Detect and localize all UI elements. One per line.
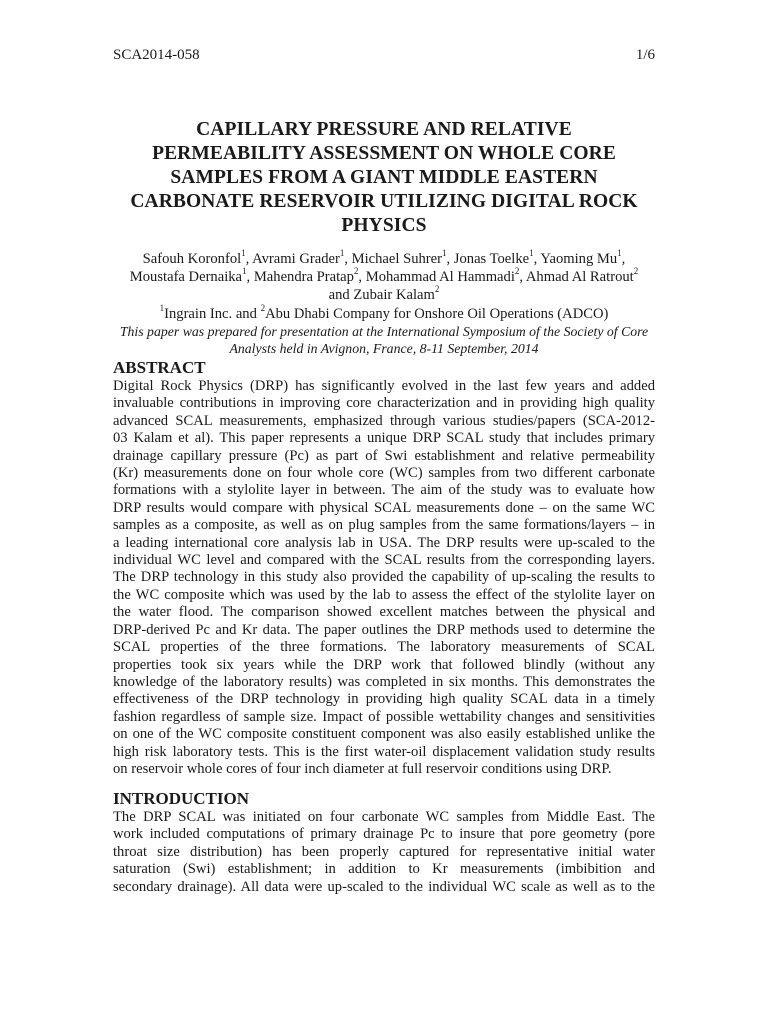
note-line: This paper was prepared for presentation at the International Symposium of the Society of Core <box>119 324 649 339</box>
text-line: knowledge of the laboratory results) was completed in six months. This demonstrates the <box>113 673 655 690</box>
document-id: SCA2014-058 <box>113 47 200 63</box>
author-affil-mark: 1 <box>442 248 447 259</box>
affil-mark: 1 <box>159 303 165 314</box>
author-name: Ahmad Al Ratrout <box>525 269 634 285</box>
text-line: 03 Kalam et al). This paper represents a unique DRP SCAL study that includes primary <box>113 430 655 447</box>
title-line: CAPILLARY PRESSURE AND RELATIVE <box>196 119 572 140</box>
author-affil-mark: 2 <box>353 266 359 277</box>
text-line: (Kr) measurements done on four whole core (WC) samples from two different carbonate <box>113 465 655 482</box>
introduction-heading: INTRODUCTION <box>113 789 250 808</box>
author-name: Jonas Toelke <box>453 251 530 267</box>
author-name: Moustafa Dernaika <box>129 269 243 285</box>
text-line: throat size distribution) has been properly captured for representative initial water <box>113 843 655 860</box>
page-number: 1/6 <box>635 47 655 63</box>
text-line: secondary drainage). All data were up-scaled to the individual WC scale as well as to the <box>113 878 655 895</box>
author-affil-mark: 2 <box>434 284 440 295</box>
author-affil-mark: 2 <box>514 266 520 277</box>
author-list <box>108 250 660 304</box>
text-line: the WC composite which was used by the lab to assess the effect of the stylolite layer on <box>113 586 655 603</box>
text-line: individual WC level and compared with the SCAL results from the corresponding layers. <box>113 552 655 569</box>
author-name: Michael Suhrer <box>351 251 442 267</box>
title-line: PHYSICS <box>341 215 427 236</box>
text-line: DRP-derived Pc and Kr data. The paper outlines the DRP methods used to determine the <box>113 621 655 638</box>
text-line: DRP results would compare with physical SCAL measurements done – on the same WC <box>113 499 655 516</box>
author-conjunction: and <box>328 287 350 303</box>
title-line: CARBONATE RESERVOIR UTILIZING DIGITAL ROCK <box>130 191 638 212</box>
text-line: advanced SCAL measurements, emphasized through various studies/papers (SCA-2012- <box>113 412 655 429</box>
text-line: the water flood. The comparison showed excellent matches between the physical and <box>113 604 655 621</box>
page-header <box>113 46 655 64</box>
author-affil-mark: 1 <box>241 248 246 259</box>
text-line: on one of the WC composite constituent component was also easily established unlike the <box>113 726 655 743</box>
affil-mark: 2 <box>260 303 266 314</box>
presentation-note <box>108 323 660 357</box>
author-line: Moustafa Dernaika$^1$, Mahendra Pratap$^2$, Mohammad Al Hammadi$^2$, Ahmad Al Ratrout$^2$ <box>129 266 639 285</box>
title-line: SAMPLES FROM A GIANT MIDDLE EASTERN <box>170 167 598 188</box>
text-line: fashion regardless of sample size. Impact of possible wettability changes and sensitivities <box>113 708 655 725</box>
title-line: PERMEABILITY ASSESSMENT ON WHOLE CORE <box>152 143 616 164</box>
author-line <box>108 286 660 304</box>
author-name: Safouh Koronfol <box>142 251 242 267</box>
text-line: high risk laboratory tests. This is the first water-oil displacement validation study results <box>113 743 655 760</box>
author-name: Mohammad Al Hammadi <box>365 269 515 285</box>
abstract-heading: ABSTRACT <box>113 358 206 377</box>
text-line: drainage capillary pressure (Pc) as part of Swi establishment and relative permeability <box>113 447 655 464</box>
paper-title <box>100 118 668 238</box>
text-line: The DRP SCAL was initiated on four carbonate WC samples from Middle East. The <box>113 809 655 825</box>
text-line: saturation (Swi) establishment; in addition to Kr measurements (imbibition and <box>113 861 655 878</box>
author-name: Zubair Kalam <box>353 287 435 303</box>
author-line: Safouh Koronfol$^1$, Avrami Grader$^1$, Michael Suhrer$^1$, Jonas Toelke$^1$, Yaoming Mu$^1$, <box>142 248 626 267</box>
author-affil-mark: 1 <box>617 248 622 259</box>
text-line: work included computations of primary drainage Pc to insure that pore geometry (pore <box>113 826 655 843</box>
affil-org: Abu Dhabi Company for Onshore Oil Operations (ADCO) <box>265 306 609 322</box>
author-name: Yaoming Mu <box>540 251 618 267</box>
text-line: invaluable contributions in improving core characterization and in providing high quality <box>113 395 655 412</box>
note-line: Analysts held in Avignon, France, 8-11 September, 2014 <box>229 341 539 356</box>
author-affil-mark: 1 <box>339 248 345 259</box>
affil-org: Ingrain Inc. and <box>164 306 261 322</box>
text-line: properties took six years while the DRP work that followed blindly (without any <box>113 656 655 673</box>
text-line: Digital Rock Physics (DRP) has significantly evolved in the last few years and added <box>113 378 655 394</box>
author-affil-mark: 1 <box>529 248 534 259</box>
author-affil-mark: 2 <box>633 266 639 277</box>
text-line: samples as a composite, as well as on plug samples from the same formations/layers – in <box>113 517 655 534</box>
text-line: effectiveness of the DRP technology in providing high quality SCAL data in a timely <box>113 691 655 708</box>
author-name: Mahendra Pratap <box>253 269 354 285</box>
text-line: on reservoir whole cores of four inch diameter at full reservoir conditions using DRP. <box>113 760 612 777</box>
introduction-body <box>113 809 655 896</box>
abstract-body <box>113 378 655 778</box>
author-name: Avrami Grader <box>252 251 340 267</box>
text-line: SCAL properties of the three formations. The laboratory measurements of SCAL <box>113 639 655 656</box>
text-line: formations with a stylolite layer in between. The aim of the study was to evaluate how <box>113 482 655 499</box>
author-affil-mark: 1 <box>242 266 247 277</box>
affiliations <box>108 305 660 323</box>
text-line: The DRP technology in this study also provided the capability of up-scaling the results to <box>113 569 655 586</box>
text-line: a leading international core analysis lab in USA. The DRP results were up-scaled to the <box>113 534 655 551</box>
